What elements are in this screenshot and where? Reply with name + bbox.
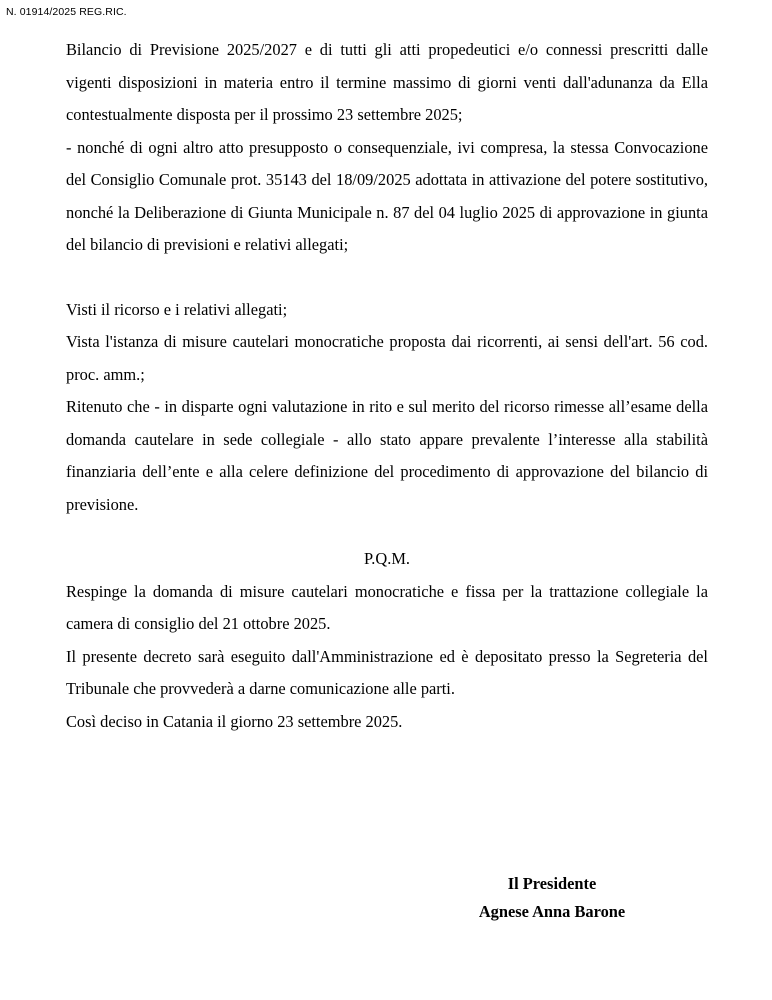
signature-role: Il Presidente: [507, 874, 597, 893]
registry-number: N. 01914/2025 REG.RIC.: [6, 6, 127, 18]
paragraph-other-acts: - nonché di ogni altro atto presupposto o consequenziale, ivi compresa, la stessa Convocazione del Consiglio Comunale prot. 35143 del 18/09/2025 adottata in attivazione del potere sostitutivo, nonché la Deliberazione di Giunta Municipale n. 87 del 04 luglio 2025 di approvazione in giunta del bilancio di previsioni e relativi allegati;: [66, 137, 708, 254]
document-body: [66, 34, 708, 738]
paragraph-decreto: Il presente decreto sarà eseguito dall'Amministrazione ed è depositato presso la Segreteria del Tribunale che provvederà a darne comunicazione alle parti.: [66, 646, 708, 698]
paragraph-visti: Visti il ricorso e i relativi allegati;: [66, 299, 288, 319]
paragraph-budget: Bilancio di Previsione 2025/2027 e di tutti gli atti propedeutici e/o connessi prescritti dalle vigenti disposizioni in materia entro il termine massimo di giorni venti dall'adunanza da Ella contestualmente disposta per il prossimo 23 settembre 2025;: [66, 40, 708, 124]
paragraph-respinge: Respinge la domanda di misure cautelari monocratiche e fissa per la trattazione collegiale la camera di consiglio del 21 ottobre 2025.: [66, 581, 708, 633]
signature-name: Agnese Anna Barone: [478, 902, 626, 921]
paragraph-gap: [66, 262, 708, 294]
signature-block: [440, 870, 664, 926]
paragraph-ritenuto: Ritenuto che - in disparte ogni valutazione in rito e sul merito del ricorso rimesse all’esame della domanda cautelare in sede collegiale - allo stato appare prevalente l’interesse alla stabilità finanziaria dell’ente e alla celere definizione del procedimento di approvazione del bilancio di previsione.: [66, 397, 708, 514]
pqm-heading: P.Q.M.: [363, 549, 410, 568]
paragraph-deciso: Così deciso in Catania il giorno 23 settembre 2025.: [66, 711, 403, 731]
paragraph-gap: [66, 521, 708, 543]
paragraph-vista: Vista l'istanza di misure cautelari monocratiche proposta dai ricorrenti, ai sensi dell'art. 56 cod. proc. amm.;: [66, 332, 708, 384]
